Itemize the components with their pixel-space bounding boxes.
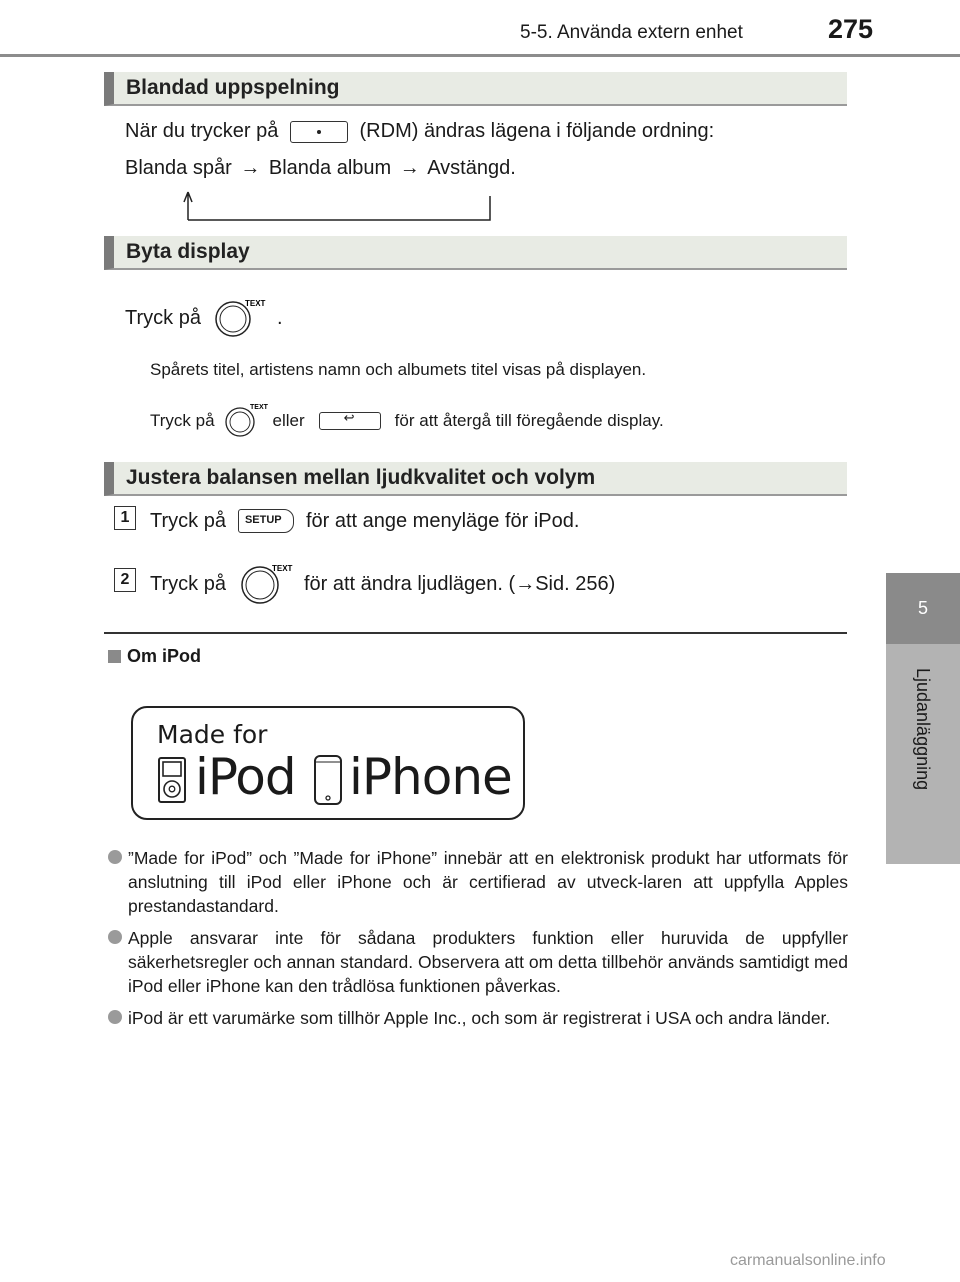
bullet-text: ”Made for iPod” och ”Made for iPhone” innebär att en elektronisk produkt har utformats för anslutning till iPod eller iPhone och är certifierad av utveck-laren att uppfylla Apples prestandastandard. bbox=[128, 848, 848, 916]
page-reference: Sid. 256) bbox=[535, 572, 616, 595]
text-segment: (RDM) ändras lägena i följande ordning: bbox=[359, 120, 715, 142]
section-header-display bbox=[104, 236, 847, 270]
loop-back-arrow-icon bbox=[178, 188, 498, 222]
page-number: 275 bbox=[828, 14, 874, 44]
section-header-shuffle bbox=[104, 72, 847, 106]
made-for-ipod-iphone-logo bbox=[131, 706, 525, 820]
back-button-icon: ↩ bbox=[319, 412, 381, 430]
text-label: TEXT bbox=[244, 299, 266, 308]
logo-made-for: Made for bbox=[157, 720, 268, 749]
text-label: TEXT bbox=[249, 404, 268, 411]
chapter-label-tab bbox=[886, 644, 960, 864]
arrow-right-icon: → bbox=[240, 157, 261, 179]
text-segment: . bbox=[276, 306, 283, 329]
header-rule bbox=[0, 54, 960, 57]
round-bullet-icon bbox=[108, 850, 122, 864]
text-segment: Tryck på bbox=[150, 509, 226, 532]
text-segment: Tryck på bbox=[150, 411, 215, 430]
chapter-label: Ljudanläggning bbox=[913, 668, 933, 791]
iphone-device-icon bbox=[313, 754, 343, 806]
bullet-text: iPod är ett varumärke som tillhör Apple Inc., och som är registrerat i USA och andra länder. bbox=[128, 1008, 831, 1028]
text-segment: När du trycker på bbox=[125, 120, 279, 142]
ipod-device-icon bbox=[157, 756, 187, 804]
rdm-button-icon bbox=[290, 121, 348, 143]
info-bullet bbox=[128, 846, 848, 918]
square-bullet-icon bbox=[108, 650, 121, 663]
text-segment: Tryck på bbox=[125, 306, 201, 329]
flow-step: Blanda album bbox=[268, 157, 392, 179]
flow-step: Avstängd. bbox=[427, 157, 516, 179]
balance-step-1 bbox=[150, 509, 579, 533]
about-title: Om iPod bbox=[127, 646, 202, 666]
watermark: carmanualsonline.info bbox=[730, 1252, 886, 1269]
text-label: TEXT bbox=[271, 564, 293, 573]
section-title: Justera balansen mellan ljudkvalitet och volym bbox=[126, 466, 596, 489]
setup-button-icon bbox=[238, 509, 294, 533]
arrow-right-icon: → bbox=[399, 157, 420, 179]
text-segment: Tryck på bbox=[150, 572, 226, 595]
logo-iphone: iPhone bbox=[349, 748, 512, 806]
setup-label: SETUP bbox=[244, 514, 282, 526]
text-segment: eller bbox=[272, 411, 305, 430]
shuffle-flow bbox=[125, 157, 516, 180]
text-segment: för att återgå till föregående display. bbox=[394, 411, 664, 430]
flow-step: Blanda spår bbox=[125, 157, 232, 179]
text-segment: för att ändra ljudlägen. ( bbox=[303, 572, 516, 595]
round-bullet-icon bbox=[108, 930, 122, 944]
info-bullet bbox=[128, 926, 848, 998]
round-bullet-icon bbox=[108, 1010, 122, 1024]
section-title: Blandad uppspelning bbox=[126, 76, 340, 99]
balance-step-2 bbox=[150, 562, 615, 606]
logo-ipod: iPod bbox=[195, 748, 296, 806]
text-knob-icon bbox=[213, 297, 273, 339]
display-instruction bbox=[125, 297, 283, 339]
display-note-2 bbox=[150, 402, 664, 440]
display-note-1: Spårets titel, artistens namn och albumets titel visas på displayen. bbox=[150, 360, 647, 379]
text-segment: för att ange menyläge för iPod. bbox=[305, 509, 580, 532]
section-divider bbox=[104, 632, 847, 634]
chapter-tab bbox=[886, 573, 960, 644]
text-knob-icon bbox=[225, 402, 271, 440]
info-bullet bbox=[128, 1006, 848, 1030]
arrow-right-icon: → bbox=[515, 572, 536, 595]
step-number-box: 2 bbox=[114, 568, 136, 592]
step-number-box: 1 bbox=[114, 506, 136, 530]
header-section-title: 5-5. Använda extern enhet bbox=[520, 22, 743, 43]
chapter-number: 5 bbox=[917, 598, 928, 618]
bullet-text: Apple ansvarar inte för sådana produkters funktion eller huruvida de uppfyller säkerhetsregler och annan standard. Observera att om detta tillbehör används samtidigt med iPod eller iPhone kan den trådlösa funktionen påverkas. bbox=[128, 928, 848, 996]
section-title: Byta display bbox=[126, 240, 250, 263]
section-header-balance bbox=[104, 462, 847, 496]
text-knob-icon bbox=[238, 562, 302, 606]
about-heading bbox=[108, 646, 201, 667]
shuffle-instruction bbox=[125, 120, 714, 143]
